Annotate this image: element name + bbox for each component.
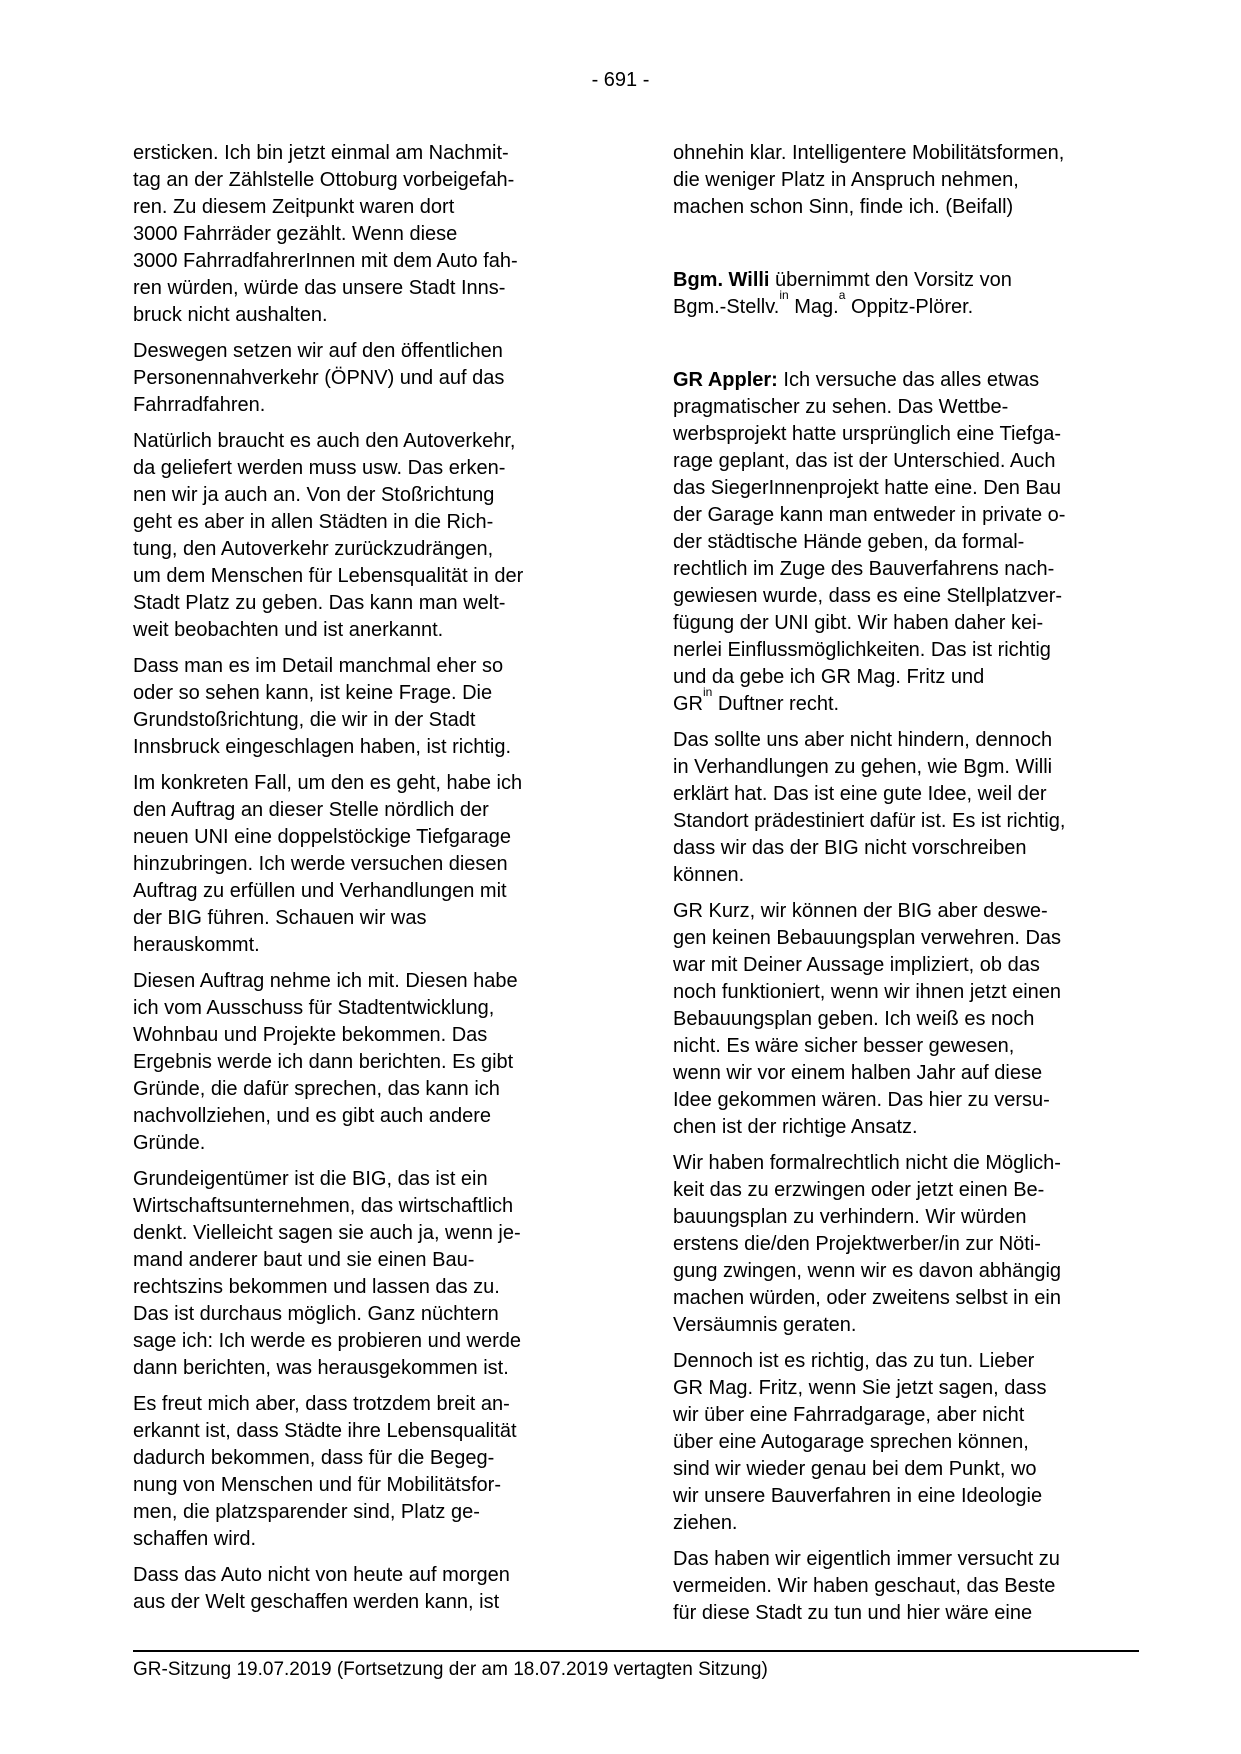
text-line: dann berichten, was herausgekommen ist.: [133, 1357, 509, 1379]
text-line: Im konkreten Fall, um den es geht, habe ich: [133, 772, 523, 794]
text-line: aus der Welt geschaffen werden kann, ist: [133, 1591, 500, 1613]
text-line: für diese Stadt zu tun und hier wäre eine: [673, 1602, 1033, 1624]
text-line: nicht. Es wäre sicher besser gewesen,: [673, 1035, 1015, 1057]
paragraph: [133, 770, 623, 959]
text-line: nung von Menschen und für Mobilitätsfor-: [133, 1474, 501, 1496]
footer: [133, 1650, 1139, 1681]
text-line: werbsprojekt hatte ursprünglich eine Tiefga-: [673, 423, 1061, 445]
text-line: erstens die/den Projektwerber/in zur Nöti-: [673, 1233, 1041, 1255]
text-line: Wirtschaftsunternehmen, das wirtschaftlich: [133, 1195, 514, 1217]
paragraph: [133, 653, 623, 761]
text-line: rage geplant, das ist der Unterschied. Auch: [673, 450, 1056, 472]
text-line: ohnehin klar. Intelligentere Mobilitätsformen,: [673, 142, 1065, 164]
paragraph: [673, 727, 1163, 889]
text-line: $GR^{in}$ Duftner recht.: [673, 685, 840, 715]
text-line: Personennahverkehr (ÖPNV) und auf das: [133, 367, 505, 389]
text-line: men, die platzsparender sind, Platz ge-: [133, 1501, 480, 1523]
superscript-suffix: in: [703, 685, 713, 700]
text-line: GR Kurz, wir können der BIG aber deswe-: [673, 900, 1048, 922]
text-line: neuen UNI eine doppelstöckige Tiefgarage: [133, 826, 512, 848]
text-line: sage ich: Ich werde es probieren und werde: [133, 1330, 522, 1352]
page-number: - 691 -: [591, 69, 650, 91]
text-line: tung, den Autoverkehr zurückzudrängen,: [133, 538, 494, 560]
text-line: Natürlich braucht es auch den Autoverkehr,: [133, 430, 516, 452]
text-line: nachvollziehen, und es gibt auch andere: [133, 1105, 492, 1127]
text-line: machen schon Sinn, finde ich. (Beifall): [673, 196, 1014, 218]
text-line: bauungsplan zu verhindern. Wir würden: [673, 1206, 1027, 1228]
superscript-suffix: in: [779, 288, 789, 303]
text-line: ren. Zu diesem Zeitpunkt waren dort: [133, 196, 455, 218]
text-line: über eine Autogarage sprechen können,: [673, 1431, 1029, 1453]
text-line: gen keinen Bebauungsplan verwehren. Das: [673, 927, 1062, 949]
right-text-column: [673, 140, 1163, 1636]
text-line: den Auftrag an dieser Stelle nördlich der: [133, 799, 489, 821]
text-line: ziehen.: [673, 1512, 738, 1534]
text-line: Bebauungsplan geben. Ich weiß es noch: [673, 1008, 1035, 1030]
text-line: oder so sehen kann, ist keine Frage. Die: [133, 682, 493, 704]
text-line: dass wir das der BIG nicht vorschreiben: [673, 837, 1027, 859]
text-line: um dem Menschen für Lebensqualität in der: [133, 565, 524, 587]
paragraph: [673, 1546, 1163, 1627]
text-line: Idee gekommen wären. Das hier zu versu-: [673, 1089, 1050, 1111]
text-line: Wohnbau und Projekte bekommen. Das: [133, 1024, 488, 1046]
paragraph: [673, 267, 1163, 321]
text-line: Es freut mich aber, dass trotzdem breit an-: [133, 1393, 510, 1415]
text-line: der Garage kann man entweder in private o-: [673, 504, 1066, 526]
text-line: Das haben wir eigentlich immer versucht zu: [673, 1548, 1060, 1570]
text-line: pragmatischer zu sehen. Das Wettbe-: [673, 396, 1009, 418]
text-line: Das sollte uns aber nicht hindern, dennoch: [673, 729, 1053, 751]
text-line: Standort prädestiniert dafür ist. Es ist richtig,: [673, 810, 1066, 832]
text-line: ich vom Ausschuss für Stadtentwicklung,: [133, 997, 495, 1019]
text-line: Auftrag zu erfüllen und Verhandlungen mit: [133, 880, 507, 902]
text-line: können.: [673, 864, 745, 886]
text-line: 3000 FahrradfahrerInnen mit dem Auto fah-: [133, 250, 518, 272]
text-line: noch funktioniert, wenn wir ihnen jetzt einen: [673, 981, 1062, 1003]
text-line: Dass das Auto nicht von heute auf morgen: [133, 1564, 510, 1586]
text-line: Innsbruck eingeschlagen haben, ist richtig.: [133, 736, 512, 758]
text-line: chen ist der richtige Ansatz.: [673, 1116, 918, 1138]
text-line: Dass man es im Detail manchmal eher so: [133, 655, 504, 677]
text-line: rechtlich im Zuge des Bauverfahrens nach-: [673, 558, 1055, 580]
text-line: wir über eine Fahrradgarage, aber nicht: [673, 1404, 1025, 1426]
text-line: nerlei Einflussmöglichkeiten. Das ist richtig: [673, 639, 1051, 661]
paragraph: [673, 140, 1163, 221]
text-line: nen wir ja auch an. Von der Stoßrichtung: [133, 484, 495, 506]
speaker-name: Bgm. Willi: [673, 269, 770, 291]
text-line: mand anderer baut und sie einen Bau-: [133, 1249, 475, 1271]
text-line: Diesen Auftrag nehme ich mit. Diesen habe: [133, 970, 518, 992]
text-line: tag an der Zählstelle Ottoburg vorbeigefah-: [133, 169, 515, 191]
text-line: der städtische Hände geben, da formal-: [673, 531, 1025, 553]
superscript-suffix: a: [838, 288, 846, 303]
text-line: vermeiden. Wir haben geschaut, das Beste: [673, 1575, 1056, 1597]
text-line: hinzubringen. Ich werde versuchen diesen: [133, 853, 508, 875]
text-line: Gründe.: [133, 1132, 206, 1154]
left-text-column: [133, 140, 623, 1625]
paragraph: [133, 1562, 623, 1616]
text-line: Deswegen setzen wir auf den öffentlichen: [133, 340, 503, 362]
text-line: und da gebe ich GR Mag. Fritz und: [673, 666, 985, 688]
text-line: bruck nicht aushalten.: [133, 304, 328, 326]
text-line: gewiesen wurde, dass es eine Stellplatzver-: [673, 585, 1063, 607]
footer-session-label: GR-Sitzung 19.07.2019 (Fortsetzung der am 18.07.2019 vertagten Sitzung): [133, 1659, 768, 1680]
text-line: wir unsere Bauverfahren in eine Ideologie: [673, 1485, 1043, 1507]
text-line: geht es aber in allen Städten in die Rich-: [133, 511, 494, 533]
text-line: Gründe, die dafür sprechen, das kann ich: [133, 1078, 500, 1100]
text-line: ersticken. Ich bin jetzt einmal am Nachmit-: [133, 142, 509, 164]
text-line: keit das zu erzwingen oder jetzt einen Be-: [673, 1179, 1045, 1201]
text-line: wenn wir vor einem halben Jahr auf diese: [673, 1062, 1043, 1084]
text-line: Grundeigentümer ist die BIG, das ist ein: [133, 1168, 488, 1190]
text-line: die weniger Platz in Anspruch nehmen,: [673, 169, 1019, 191]
text-line: Dennoch ist es richtig, das zu tun. Lieber: [673, 1350, 1035, 1372]
text-line: Bgm. Willi übernimmt den Vorsitz von: [673, 269, 1012, 291]
text-line: schaffen wird.: [133, 1528, 257, 1550]
text-line: Grundstoßrichtung, die wir in der Stadt: [133, 709, 476, 731]
text-line: fügung der UNI gibt. Wir haben daher kei-: [673, 612, 1044, 634]
text-line: erklärt hat. Das ist eine gute Idee, weil der: [673, 783, 1047, 805]
text-line: Versäumnis geraten.: [673, 1314, 857, 1336]
text-line: in Verhandlungen zu gehen, wie Bgm. Willi: [673, 756, 1053, 778]
text-line: Bgm.-Stellv.$^{in}$ Mag.$^a$ Oppitz-Plörer.: [673, 288, 974, 318]
text-line: dadurch bekommen, dass für die Begeg-: [133, 1447, 495, 1469]
text-line: war mit Deiner Aussage impliziert, ob das: [673, 954, 1040, 976]
text-line: Das ist durchaus möglich. Ganz nüchtern: [133, 1303, 499, 1325]
paragraph: [673, 1348, 1163, 1537]
paragraph: [133, 968, 623, 1157]
text-line: GR Appler: Ich versuche das alles etwas: [673, 369, 1040, 391]
paragraph: [133, 140, 623, 329]
paragraph: [673, 898, 1163, 1141]
text-line: denkt. Vielleicht sagen sie auch ja, wenn je-: [133, 1222, 521, 1244]
text-line: weit beobachten und ist anerkannt.: [133, 619, 444, 641]
paragraph: [673, 1150, 1163, 1339]
text-line: GR Mag. Fritz, wenn Sie jetzt sagen, dass: [673, 1377, 1047, 1399]
text-line: machen würden, oder zweitens selbst in ein: [673, 1287, 1061, 1309]
text-line: Stadt Platz zu geben. Das kann man welt-: [133, 592, 506, 614]
speaker-name: GR Appler:: [673, 369, 778, 391]
text-line: herauskommt.: [133, 934, 260, 956]
text-line: erkannt ist, dass Städte ihre Lebensqualität: [133, 1420, 517, 1442]
text-line: gung zwingen, wenn wir es davon abhängig: [673, 1260, 1062, 1282]
text-line: Ergebnis werde ich dann berichten. Es gibt: [133, 1051, 514, 1073]
text-line: das SiegerInnenprojekt hatte eine. Den Bau: [673, 477, 1062, 499]
text-line: Fahrradfahren.: [133, 394, 266, 416]
text-line: rechtszins bekommen und lassen das zu.: [133, 1276, 500, 1298]
text-line: sind wir wieder genau bei dem Punkt, wo: [673, 1458, 1037, 1480]
text-line: ren würden, würde das unsere Stadt Inns-: [133, 277, 506, 299]
paragraph: [133, 338, 623, 419]
paragraph: [133, 1391, 623, 1553]
paragraph: [133, 1166, 623, 1382]
text-line: 3000 Fahrräder gezählt. Wenn diese: [133, 223, 458, 245]
paragraph: [133, 428, 623, 644]
paragraph: [673, 367, 1163, 718]
text-line: der BIG führen. Schauen wir was: [133, 907, 427, 929]
text-line: da geliefert werden muss usw. Das erken-: [133, 457, 506, 479]
text-line: Wir haben formalrechtlich nicht die Möglich-: [673, 1152, 1061, 1174]
